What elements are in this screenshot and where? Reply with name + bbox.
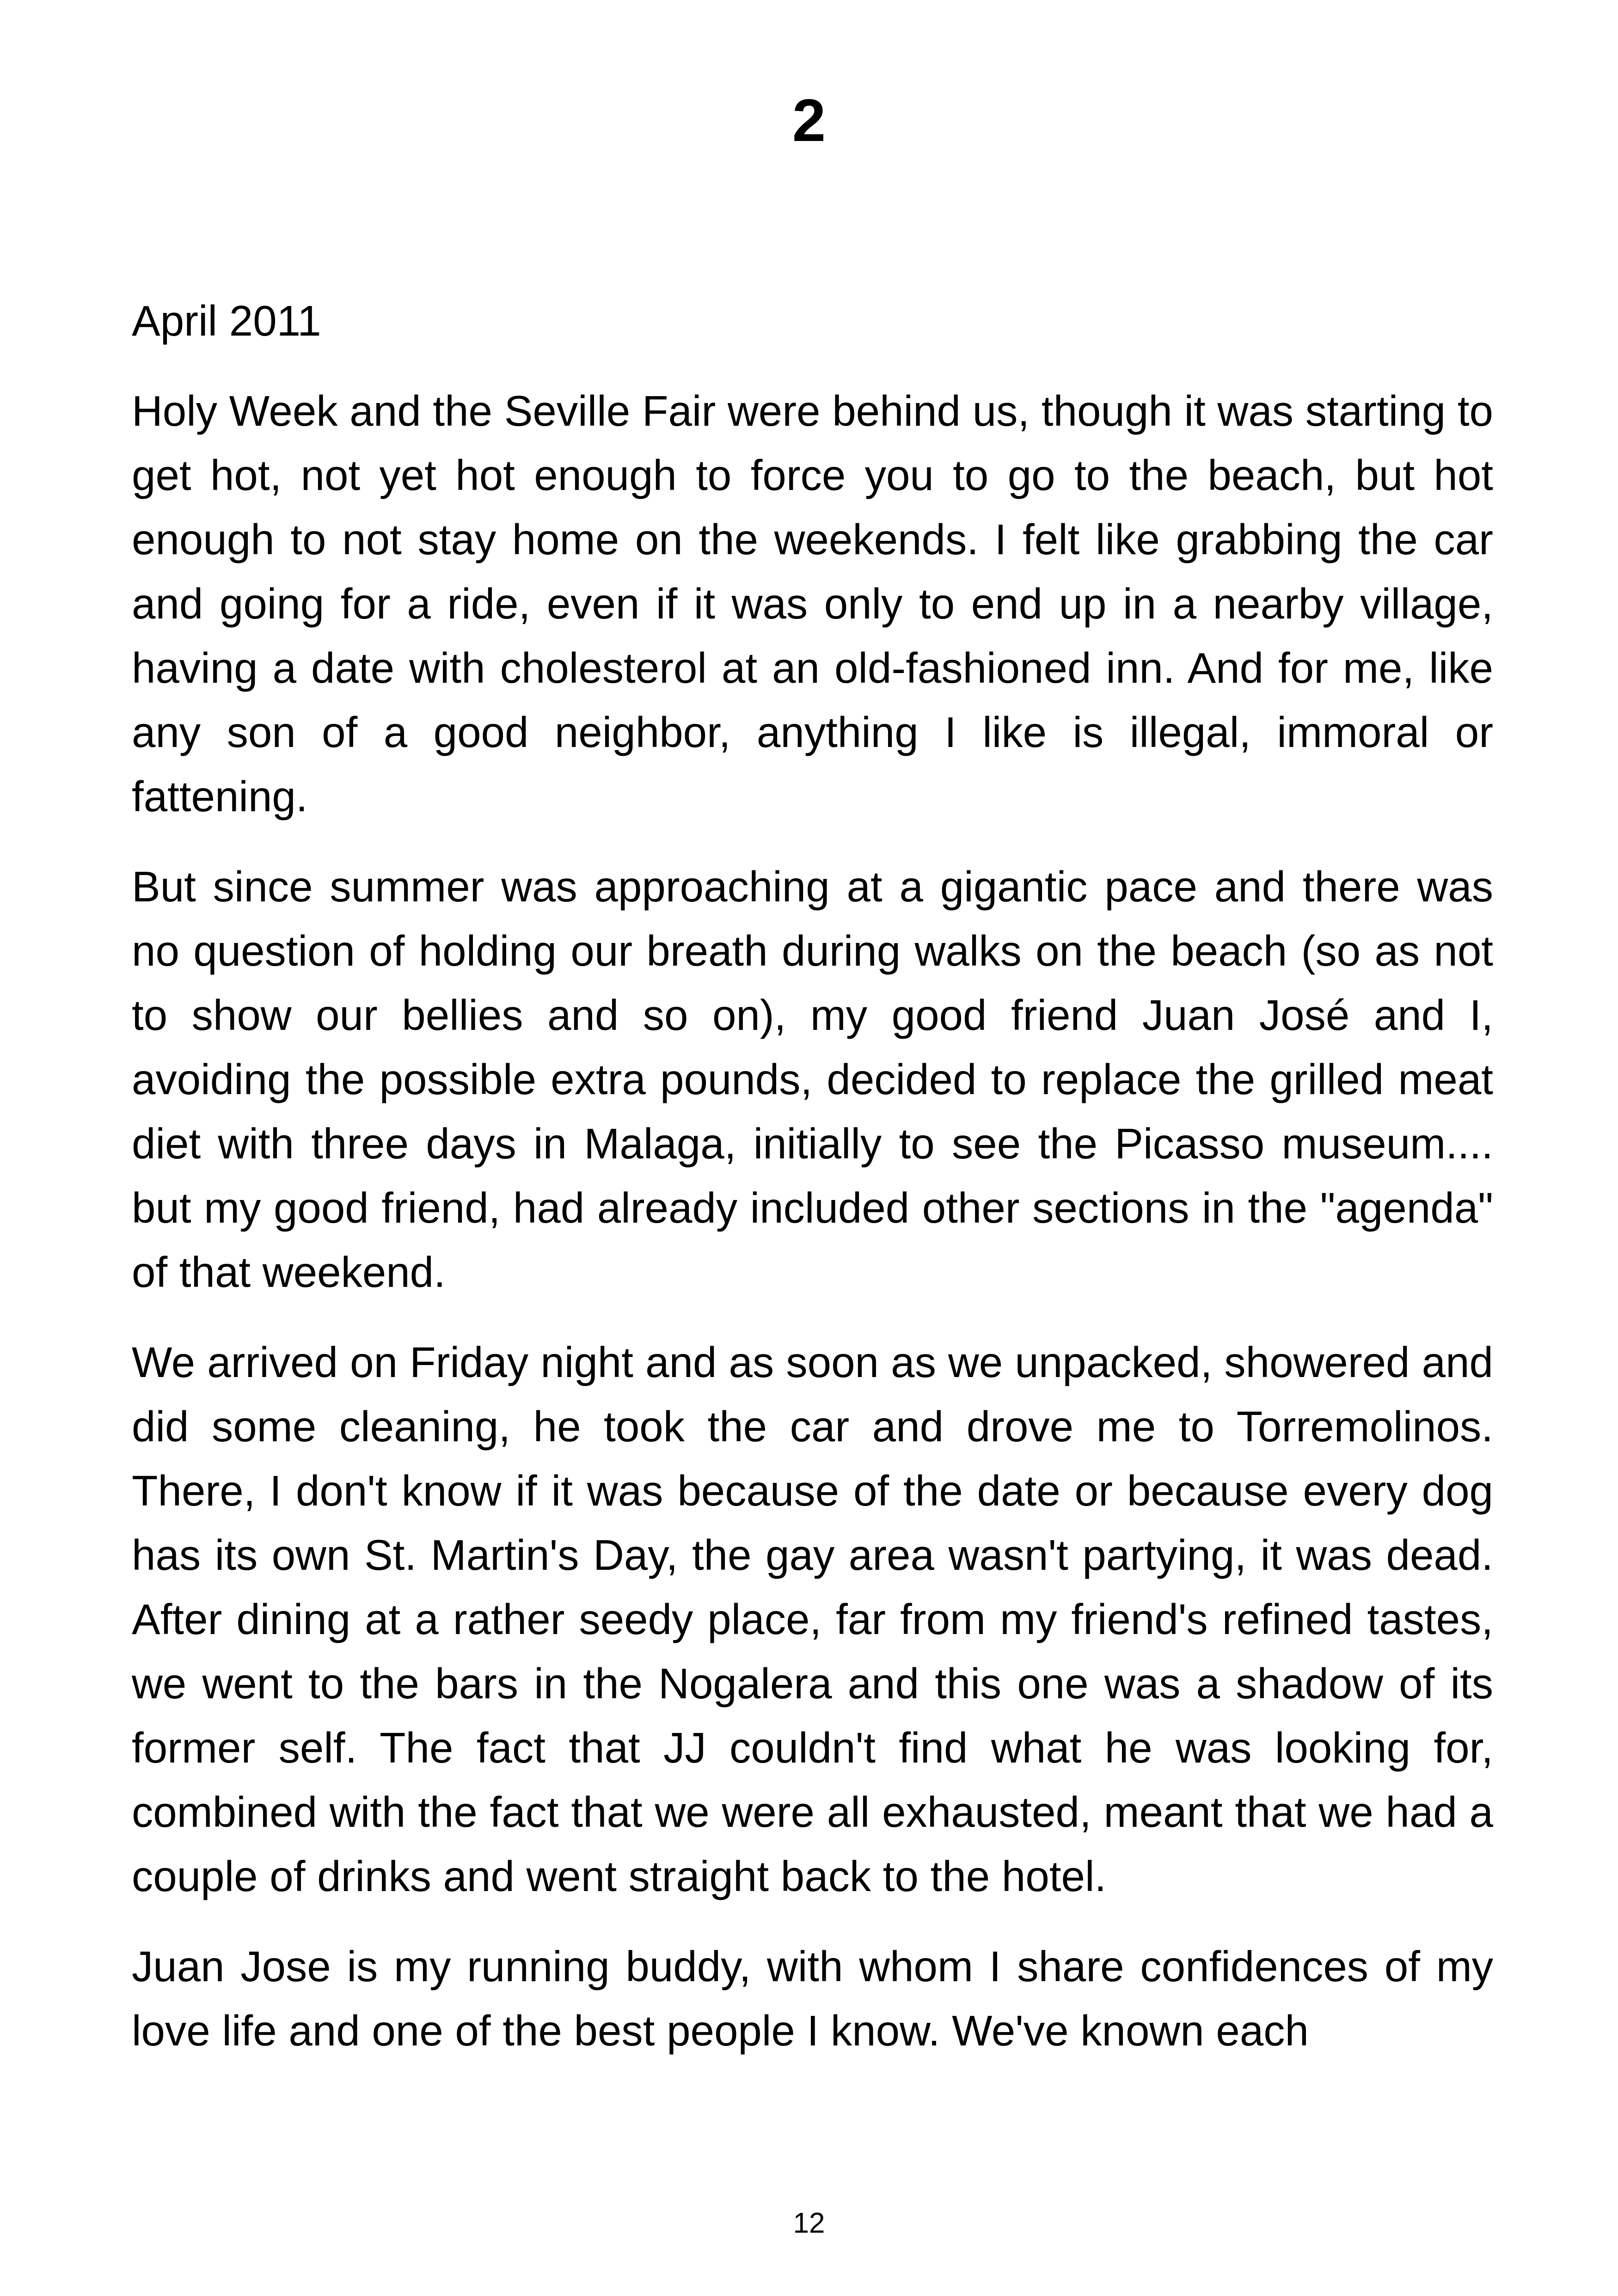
paragraph-1: Holy Week and the Seville Fair were behind us, though it was starting to get hot, not yet hot enough to force you to go to the beach, but hot enough to not stay home on the weekends. I felt like grabbing the car and going for a ride, even if it was only to end up in a nearby village, having a date with cholesterol at an old-fashioned inn. And for me, like any son of a good neighbor, anything I like is illegal, immoral or fattening. xyxy=(132,387,1493,820)
paragraph-2: But since summer was approaching at a gigantic pace and there was no question of holding our breath during walks on the beach (so as not to show our bellies and so on), my good friend Juan José and I, avoiding the possible extra pounds, decided to replace the grilled meat diet with three days in Malaga, initially to see the Picasso museum.... but my good friend, had already included other sections in the "agenda" of that weekend. xyxy=(132,863,1493,1296)
chapter-body xyxy=(132,289,1493,2063)
chapter-number: 2 xyxy=(792,86,826,154)
paragraph-4: Juan Jose is my running buddy, with whom I share confidences of my love life and one of the best people I know. We've known each xyxy=(132,1942,1493,2055)
chapter-date: April 2011 xyxy=(132,297,321,345)
page-number: 12 xyxy=(793,2207,825,2239)
paragraph-3: We arrived on Friday night and as soon as we unpacked, showered and did some cleaning, he took the car and drove me to Torremolinos. There, I don't know if it was because of the date or because every dog has its own St. Martin's Day, the gay area wasn't partying, it was dead. After dining at a rather seedy place, far from my friend's refined tastes, we went to the bars in the Nogalera and this one was a shadow of its former self. The fact that JJ couldn't find what he was looking for, combined with the fact that we were all exhausted, meant that we had a couple of drinks and went straight back to the hotel. xyxy=(132,1338,1493,1900)
